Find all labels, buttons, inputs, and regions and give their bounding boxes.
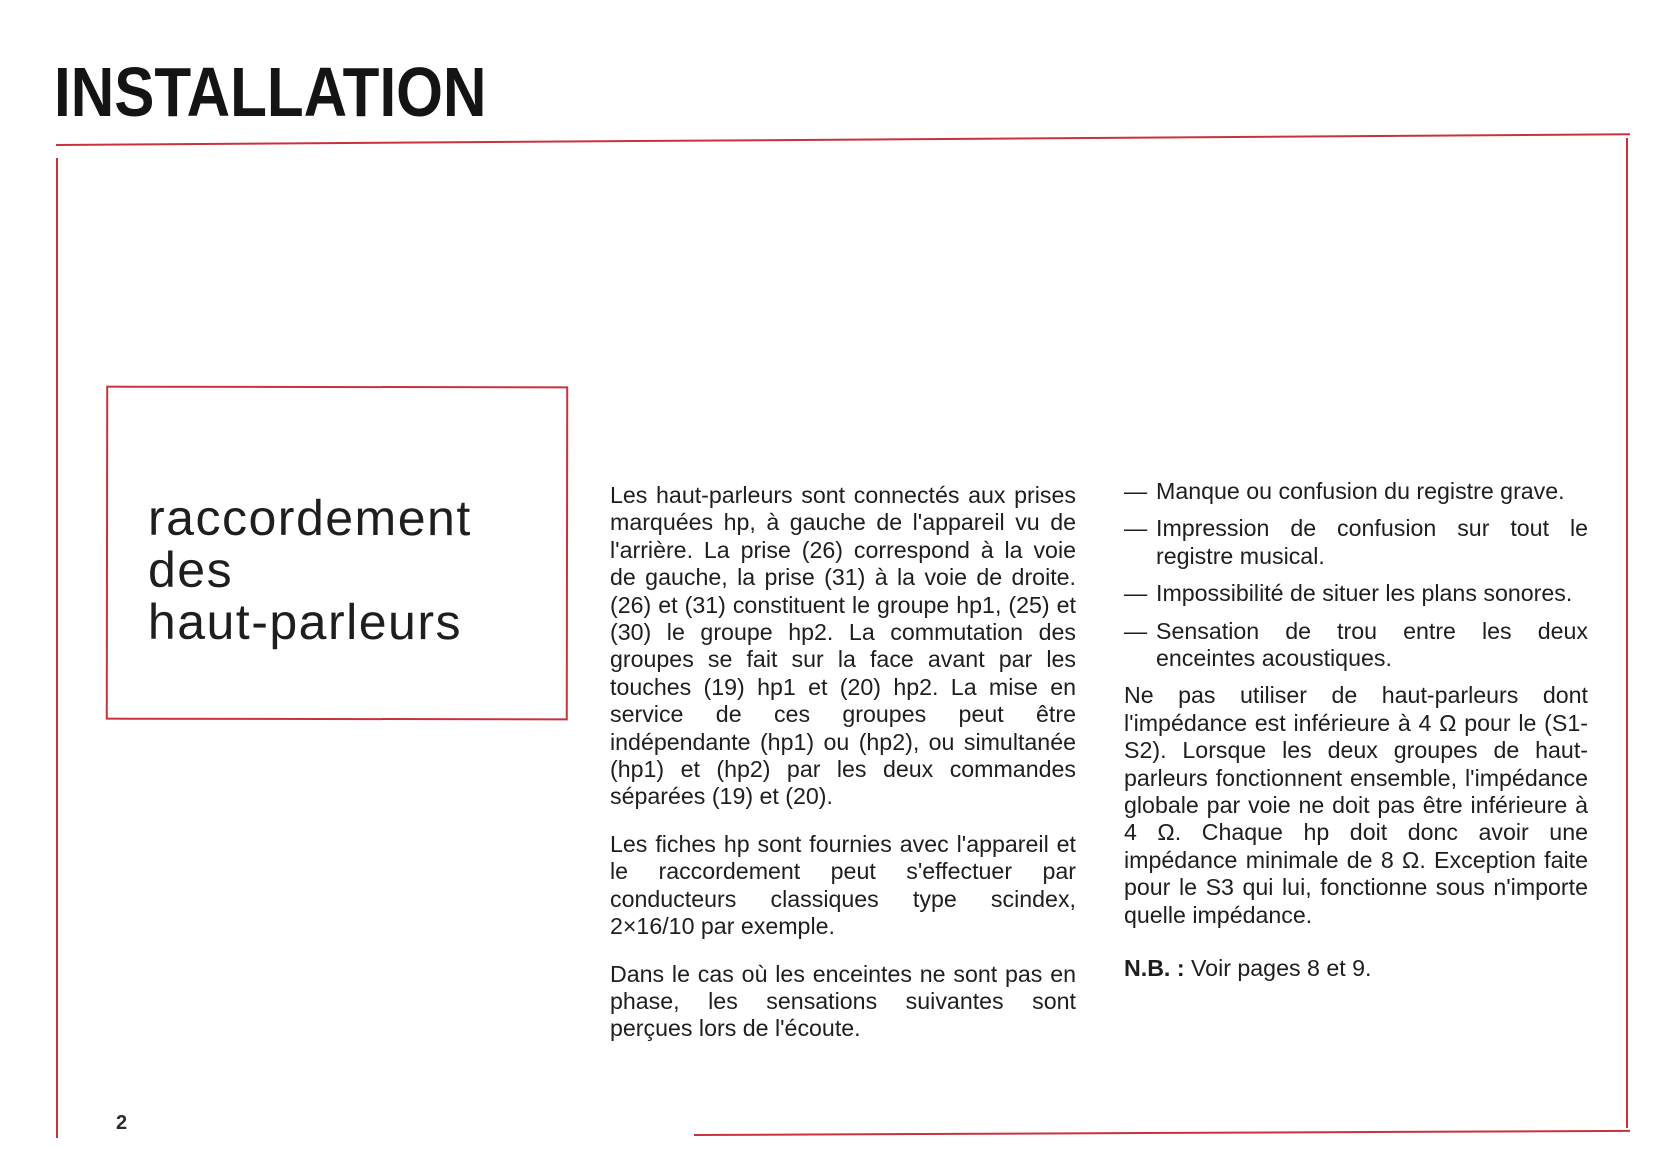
dash-marker: — <box>1124 515 1148 542</box>
body-paragraph: Les haut-parleurs sont connectés aux prises marquées hp, à gauche de l'appareil vu de l'arrière. La prise (26) correspond à la voie de gauche, la prise (31) à la voie de droite. (26) et (31) constituent le groupe hp1, (25) et (30) le groupe hp2. La commutation des groupes se fait sur la face avant par les touches (19) hp1 et (20) hp2. La mise en service de ces groupes peut être indépendante (hp1) ou (hp2), ou simultanée (hp1) et (hp2) par les deux commandes séparées (19) et (20). <box>610 482 1076 810</box>
body-paragraph: Dans le cas où les enceintes ne sont pas en phase, les sensations suivantes sont perçues lors de l'écoute. <box>610 960 1076 1042</box>
list-item-text: Impossibilité de situer les plans sonores. <box>1156 580 1573 607</box>
frame-top-rule <box>56 133 1630 146</box>
note <box>1124 955 1588 982</box>
list-item-text: Sensation de trou entre les deux enceintes acoustiques. <box>1156 617 1588 672</box>
list-item <box>1124 478 1588 505</box>
page-number: 2 <box>116 1112 128 1134</box>
right-text-column <box>1124 478 1588 1003</box>
dash-marker: — <box>1124 580 1148 607</box>
symptom-list <box>1124 478 1588 672</box>
frame-bottom-rule <box>694 1130 1630 1136</box>
list-item <box>1124 618 1588 673</box>
section-heading <box>147 489 472 651</box>
frame-right-rule <box>1626 138 1628 1128</box>
page-title: INSTALLATION <box>54 53 487 131</box>
dash-marker: — <box>1124 478 1148 504</box>
section-heading-line: raccordement <box>148 489 472 547</box>
dash-marker: — <box>1124 617 1148 644</box>
note-label: N.B. : <box>1124 955 1185 982</box>
impedance-paragraph: Ne pas utiliser de haut-parleurs dont l'impédance est inférieure à 4 Ω pour le (S1-S2). Lorsque les deux groupes de haut-parleurs fonctionnent ensemble, l'impédance globale par voie ne doit pas être inférieure à 4 Ω. Chaque hp doit donc avoir une impédance minimale de 8 Ω. Exception faite pour le S3 qui lui, fonctionne sous n'importe quelle impédance. <box>1124 682 1588 928</box>
section-heading-line: haut-parleurs <box>147 593 463 651</box>
list-item-text: Impression de confusion sur tout le registre musical. <box>1156 515 1588 569</box>
list-item <box>1124 580 1588 607</box>
section-heading-box <box>106 386 568 721</box>
list-item-text: Manque ou confusion du registre grave. <box>1156 478 1565 504</box>
list-item <box>1124 515 1588 570</box>
body-paragraph: Les fiches hp sont fournies avec l'appareil et le raccordement peut s'effectuer par conducteurs classiques type scindex, 2×16/10 par exemple. <box>610 830 1076 940</box>
frame-left-rule <box>56 158 58 1138</box>
section-heading-line: des <box>147 541 234 598</box>
middle-text-column <box>610 482 1076 1063</box>
note-text: Voir pages 8 et 9. <box>1184 955 1372 982</box>
